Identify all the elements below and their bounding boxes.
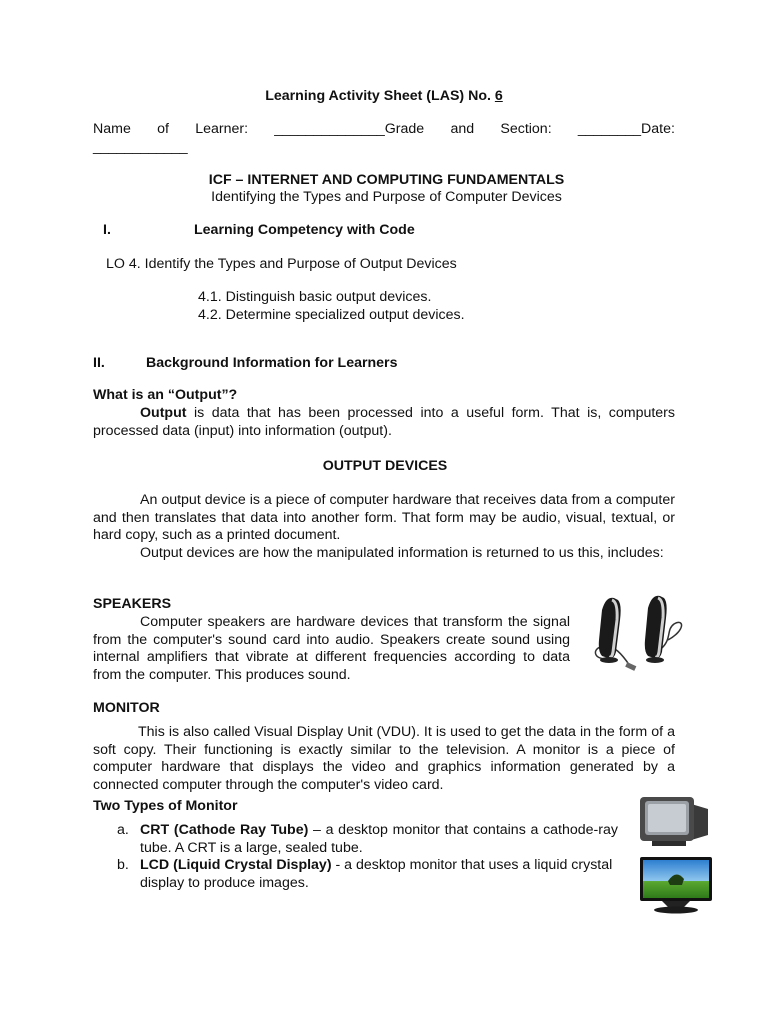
learner-info-line: [93, 121, 675, 139]
monitor-heading: MONITOR: [93, 700, 160, 716]
section2-numeral: II.: [93, 355, 105, 371]
output-devices-para2: Output devices are how the manipulated information is returned to us this, includes:: [140, 545, 664, 561]
section1-numeral: I.: [103, 222, 111, 238]
output-term: Output: [140, 405, 187, 421]
lcd-desc: - a desktop monitor that uses a liquid crystal display to produce images.: [140, 857, 613, 891]
lcd-monitor-icon: [638, 855, 714, 915]
output-definition-text: is data that has been processed into a useful form. That is, computers processed data (input) into information (output).: [93, 405, 675, 439]
crt-monitor-icon: [638, 795, 712, 847]
output-definition: [93, 405, 675, 440]
speakers-image: [582, 590, 688, 676]
section-label: Section:: [500, 121, 552, 137]
speakers-heading: SPEAKERS: [93, 596, 172, 612]
date-field: ________Date:: [577, 121, 675, 137]
competency-item-2: 4.2. Determine specialized output devices.: [198, 307, 465, 323]
lcd-monitor-image: [638, 855, 714, 915]
sheet-title-prefix: Learning Activity Sheet (LAS) No.: [265, 88, 495, 104]
name-label: Name: [93, 121, 131, 137]
monitor-types-heading: Two Types of Monitor: [93, 798, 238, 814]
and-label: and: [450, 121, 475, 137]
crt-item: [140, 822, 618, 857]
competency-item-1: 4.1. Distinguish basic output devices.: [198, 289, 432, 305]
lcd-item: [140, 857, 620, 892]
grade-field: ______________Grade: [274, 121, 425, 137]
subject-subtitle: Identifying the Types and Purpose of Computer Devices: [211, 189, 562, 205]
learner-label: Learner:: [195, 121, 249, 137]
section1-heading: Learning Competency with Code: [194, 222, 415, 238]
speakers-icon: [582, 590, 688, 676]
monitor-text: This is also called Visual Display Unit (VDU). It is used to get the data in the form of a soft copy. Their functioning is exactly similar to the television. A monitor is a piece of computer hardware that displays the video and graphics information generated by a connected computer through the computer's video card.: [93, 724, 675, 793]
output-devices-heading: OUTPUT DEVICES: [322, 458, 448, 474]
sheet-title: [0, 88, 768, 106]
speakers-text: Computer speakers are hardware devices that transform the signal from the computer's sound card into audio. Speakers create sound using internal amplifiers that vibrate at different frequencies according to data from the computer. This produces sound.: [93, 614, 570, 683]
lcd-marker: b.: [117, 857, 129, 873]
section2-heading: Background Information for Learners: [146, 355, 398, 371]
lcd-term: LCD (Liquid Crystal Display): [140, 857, 332, 873]
crt-term: CRT (Cathode Ray Tube): [140, 822, 309, 838]
date-blank-line: ____________: [93, 139, 188, 155]
crt-desc: – a desktop monitor that contains a cathode-ray tube. A CRT is a large, sealed tube.: [140, 822, 618, 856]
output-question: What is an “Output”?: [93, 387, 238, 403]
output-devices-para1: An output device is a piece of computer hardware that receives data from a computer and then translates that data into another form. That form may be audio, visual, textual, or hard copy, such as a printed document.: [93, 492, 675, 543]
crt-marker: a.: [117, 822, 129, 838]
sheet-number: 6: [494, 88, 503, 104]
learning-outcome: LO 4. Identify the Types and Purpose of Output Devices: [106, 256, 457, 272]
of-label: of: [157, 121, 169, 137]
crt-monitor-image: [638, 795, 712, 847]
subject-title: ICF – INTERNET AND COMPUTING FUNDAMENTALS: [208, 172, 565, 188]
